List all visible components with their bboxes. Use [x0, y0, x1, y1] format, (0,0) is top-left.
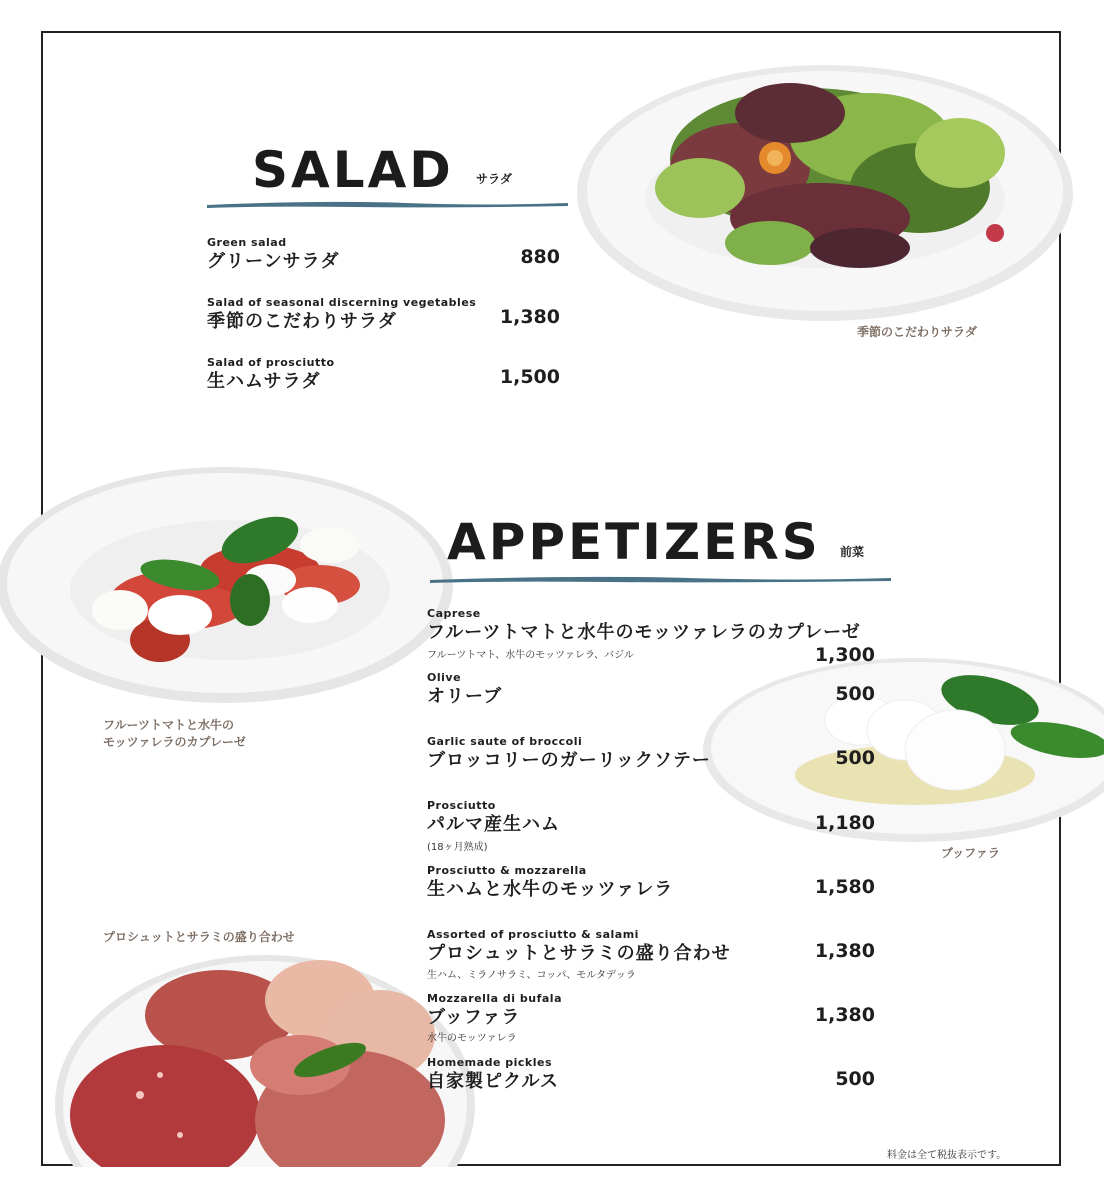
caption-line: モッツァレラのカプレーゼ	[103, 735, 246, 749]
appetizer-item-jp: ブッファラ	[427, 1007, 521, 1028]
assorted-photo	[50, 945, 480, 1167]
appetizer-item-price: 500	[835, 1068, 875, 1090]
tax-footnote: 料金は全て税抜表示です。	[887, 1150, 1007, 1161]
salad-item-price: 1,500	[499, 366, 560, 388]
appetizers-underline	[428, 572, 893, 586]
appetizer-item-price: 1,380	[814, 1004, 875, 1026]
appetizer-item-price: 500	[835, 747, 875, 769]
appetizer-item-en: Prosciutto	[427, 799, 496, 812]
appetizer-item-jp: フルーツトマトと水牛のモッツァレラのカプレーゼ	[427, 622, 861, 643]
appetizer-item-price: 1,380	[814, 940, 875, 962]
caprese-photo	[0, 460, 460, 710]
appetizer-item-price: 1,300	[814, 644, 875, 666]
salad-photo	[570, 58, 1080, 328]
salad-item-en: Green salad	[207, 236, 287, 249]
appetizers-title: APPETIZERS	[447, 513, 821, 571]
salad-item-price: 1,380	[499, 306, 560, 328]
appetizer-item-note: 水牛のモッツァレラ	[427, 1033, 517, 1044]
appetizer-item-price: 1,580	[814, 876, 875, 898]
bufala-photo-caption: ブッファラ	[941, 846, 1000, 860]
appetizer-item-en: Caprese	[427, 607, 481, 620]
salad-item-en: Salad of prosciutto	[207, 356, 335, 369]
salad-item-price: 880	[520, 246, 560, 268]
appetizer-item-price: 500	[835, 683, 875, 705]
caprese-photo-caption	[103, 717, 246, 751]
caption-line: フルーツトマトと水牛の	[103, 718, 235, 732]
salad-item-en: Salad of seasonal discerning vegetables	[207, 296, 477, 309]
appetizer-item-note: (18ヶ月熟成)	[427, 842, 488, 853]
appetizer-item-en: Garlic saute of broccoli	[427, 735, 583, 748]
assorted-photo-caption: プロシュットとサラミの盛り合わせ	[103, 930, 295, 944]
appetizer-item-en: Mozzarella di bufala	[427, 992, 562, 1005]
appetizer-item-en: Prosciutto & mozzarella	[427, 864, 587, 877]
salad-item-jp: グリーンサラダ	[207, 251, 340, 272]
appetizer-item-note: フルーツトマト、水牛のモッツァレラ、バジル	[427, 650, 634, 661]
appetizer-item-en: Olive	[427, 671, 462, 684]
salad-title: SALAD	[252, 141, 454, 199]
salad-underline	[205, 197, 570, 211]
appetizers-title-jp: 前菜	[840, 545, 865, 559]
appetizer-item-en: Assorted of prosciutto & salami	[427, 928, 639, 941]
appetizer-item-jp: 生ハムと水牛のモッツァレラ	[427, 879, 674, 900]
appetizer-item-price: 1,180	[814, 812, 875, 834]
salad-photo-caption: 季節のこだわりサラダ	[857, 325, 977, 339]
appetizer-item-jp: プロシュットとサラミの盛り合わせ	[427, 943, 731, 964]
salad-item-jp: 季節のこだわりサラダ	[207, 311, 397, 332]
appetizer-item-en: Homemade pickles	[427, 1056, 552, 1069]
appetizer-item-jp: 自家製ピクルス	[427, 1071, 559, 1092]
salad-title-jp: サラダ	[476, 172, 512, 186]
appetizer-item-jp: パルマ産生ハム	[427, 814, 560, 835]
appetizer-item-jp: ブロッコリーのガーリックソテー	[427, 750, 711, 771]
appetizer-item-note: 生ハム、ミラノサラミ、コッパ、モルタデッラ	[427, 970, 636, 981]
appetizer-item-jp: オリーブ	[427, 686, 503, 707]
salad-item-jp: 生ハムサラダ	[207, 371, 321, 392]
